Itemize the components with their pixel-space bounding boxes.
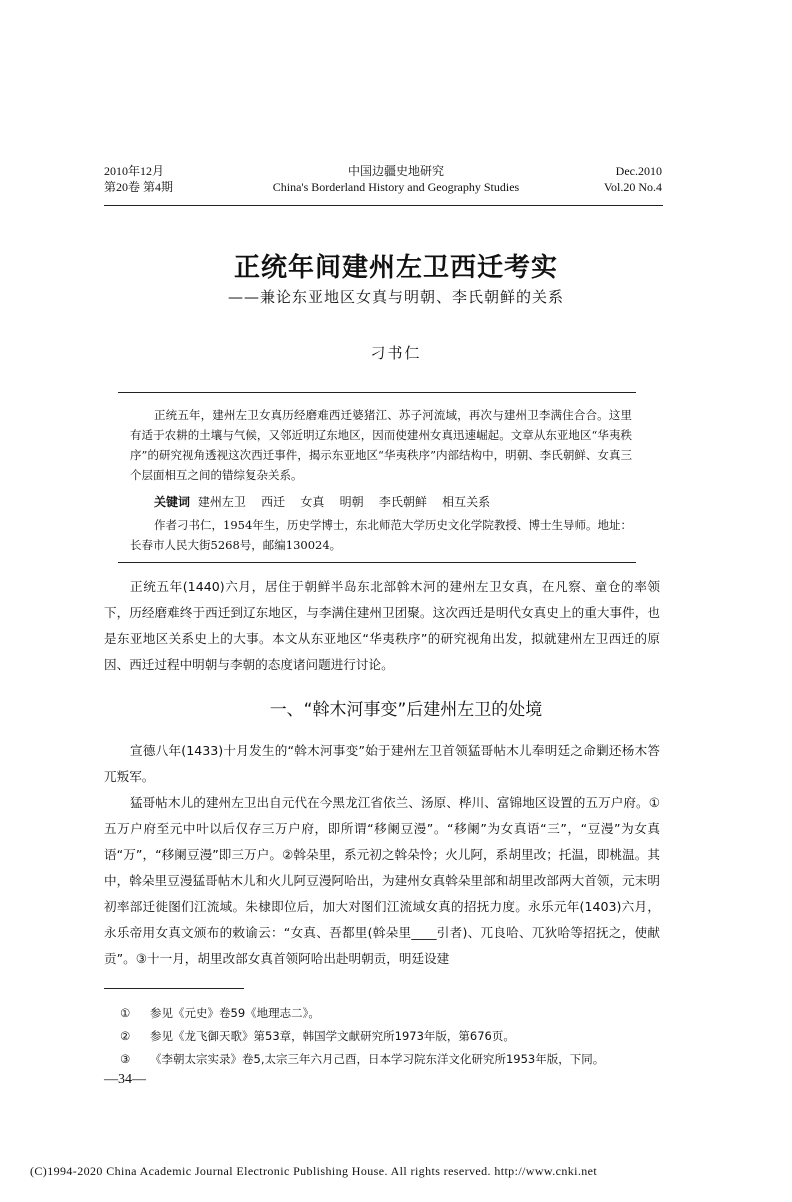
paragraph-2: 猛哥帖木儿的建州左卫出自元代在今黑龙江省依兰、汤原、桦川、富锦地区设置的五万户府。①五万户府至元中叶以后仅存三万户府，即所谓“移阑豆漫”。“移阑”为女真语“三”，“豆漫”为女真语“万”，“移阑豆漫”即三万户。②斡朵里，系元初之斡朵怜；火儿阿，系胡里改；托温，即桃温。其中，斡朵里豆漫猛哥帖木儿和火儿阿豆漫阿哈出，为建州女真斡朵里部和胡里改部两大首领，元末明初率部迁徙图们江流域。朱棣即位后，加大对图们江流域女真的招抚力度。永乐元年(1403)六月，永乐帝用女真文颁布的敕谕云：“女真、吾都里(斡朵里____引者)、兀良哈、兀狄哈等招抚之，使献贡”。③十一月，胡里改部女真首领阿哈出赴明朝贡，明廷设建 xyxy=(104,795,660,966)
paper-subtitle: ——兼论东亚地区女真与明朝、李氏朝鲜的关系 xyxy=(227,288,564,306)
header-date-cn: 2010年12月 xyxy=(104,164,165,178)
keywords xyxy=(154,493,634,510)
keywords-list: 建州左卫 西迁 女真 明朝 李氏朝鲜 相互关系 xyxy=(197,495,491,509)
header-journal-cn: 中国边疆史地研究 xyxy=(347,164,444,178)
header-date-en: Dec.2010 xyxy=(615,164,662,178)
header-rule xyxy=(104,205,663,206)
intro-paragraph: 正统五年(1440)六月，居住于朝鲜半岛东北部斡木河的建州左卫女真，在凡察、童仓的率领下，历经磨难终于西迁到辽东地区，与李满住建州卫团聚。这次西迁是明代女真史上的重大事件，也是东亚地区关系史上的大事。本文从东亚地区“华夷秩序”的研究视角出发，拟就建州左卫西迁的原因、西迁过程中明朝与李朝的态度诸问题进行讨论。 xyxy=(104,579,660,672)
author-note: 作者刁书仁，1954年生，历史学博士，东北师范大学历史文化学院教授、博士生导师。地址：长春市人民大街5268号，邮编130024。 xyxy=(130,518,632,552)
section-body xyxy=(104,738,660,972)
keywords-label: 关键词 xyxy=(154,495,191,509)
header-volume-en: Vol.20 No.4 xyxy=(603,180,662,194)
header-left xyxy=(104,163,173,195)
footnote-text: 参见《元史》卷59《地理志二》。 xyxy=(150,1006,320,1020)
abstract-bottom-rule xyxy=(118,562,636,563)
footnote-text: 《李朝太宗实录》卷5,太宗三年六月己酉，日本学习院东洋文化研究所1953年版，下同。 xyxy=(150,1052,605,1066)
author-name: 刁书仁 xyxy=(370,344,422,362)
footnote-mark: ② xyxy=(120,1029,131,1043)
paper-title: 正统年间建州左卫西迁考实 xyxy=(233,253,558,283)
footnote-2 xyxy=(120,1025,660,1048)
section-heading: 一、“斡木河事变”后建州左卫的处境 xyxy=(269,700,543,720)
header-center xyxy=(246,163,546,195)
copyright-footer: (C)1994-2020 China Academic Journal Electronic Publishing House. All rights reserved. http://www.cnki.net xyxy=(30,1164,598,1178)
footnote-1 xyxy=(120,1002,660,1025)
header-right xyxy=(604,163,662,195)
footnotes xyxy=(120,1002,660,1071)
footnote-rule xyxy=(104,988,244,989)
footnote-3 xyxy=(120,1048,660,1071)
paragraph-1: 宣德八年(1433)十月发生的“斡木河事变”始于建州左卫首领猛哥帖木儿奉明廷之命剿还杨木答兀叛军。 xyxy=(104,743,660,784)
page-number: —34— xyxy=(104,1072,146,1087)
abstract-top-rule xyxy=(118,392,636,393)
footnote-mark: ① xyxy=(120,1006,131,1020)
footnote-text: 参见《龙飞御天歌》第53章，韩国学文献研究所1973年版，第676页。 xyxy=(150,1029,515,1043)
intro-block xyxy=(104,574,660,678)
abstract: 正统五年，建州左卫女真历经磨难西迁婆猪江、苏子河流域，再次与建州卫李满住合合。这里有适于农耕的土壤与气候，又邻近明辽东地区，因而使建州女真迅速崛起。文章从东亚地区“华夷秩序”的研究视角透视这次西迁事件，揭示东亚地区“华夷秩序”内部结构中，明朝、李氏朝鲜、女真三个层面相互之间的错综复杂关系。 xyxy=(130,408,632,482)
header-journal-en: China's Borderland History and Geography Studies xyxy=(272,180,520,194)
header-volume-cn: 第20卷 第4期 xyxy=(104,180,174,194)
footnote-mark: ③ xyxy=(120,1052,131,1066)
